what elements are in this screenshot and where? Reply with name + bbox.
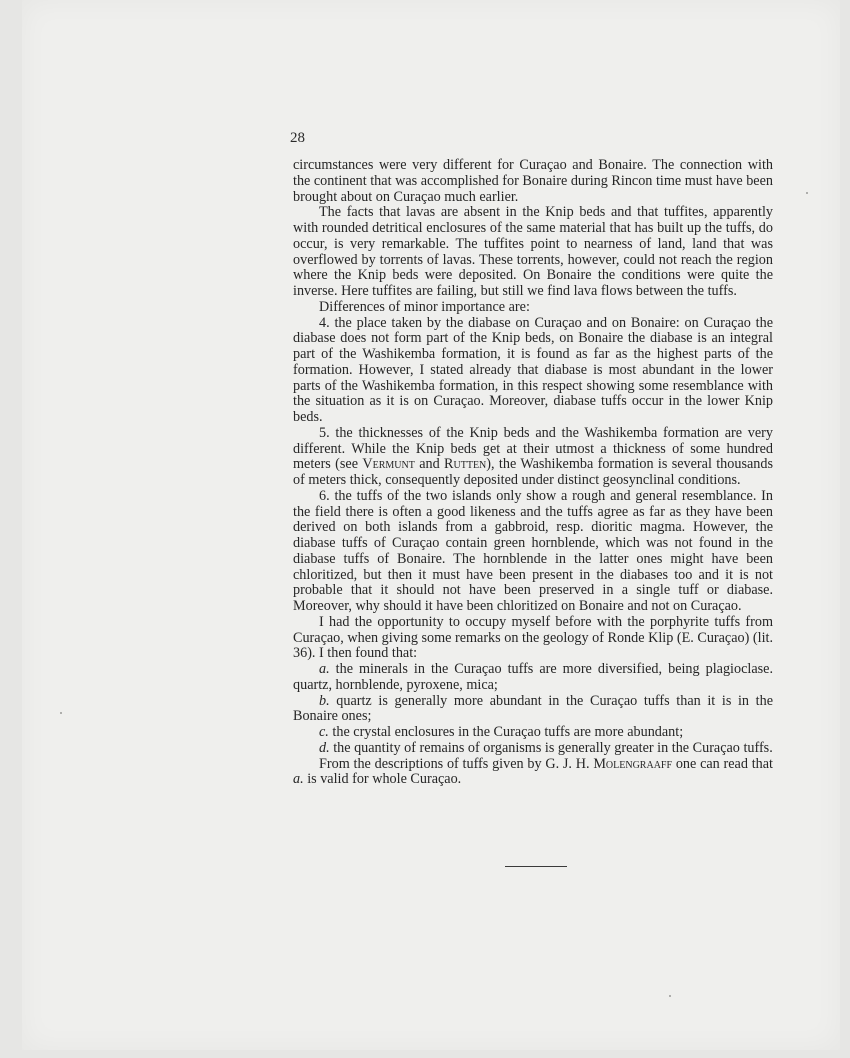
paragraph-p6 [293, 489, 773, 615]
paragraph-p9 [293, 694, 773, 726]
text-segment: 4. the place taken by the diabase on Curaçao and on Bonaire: on Curaçao the diabase does not form part of the Knip beds, on Bonaire the diabase is an integral part of the Washikemba formation, it is found as far as the highest parts of the formation. However, I stated already that diabase is most abundant in the lower parts of the Washikemba formation, in this respect showing some resemblance with the situation as it is on Curaçao. Moreover, diabase tuffs occur in the lower Knip beds. [293, 314, 773, 425]
paragraph-p2 [293, 205, 773, 300]
text-segment: 6. the tuffs of the two islands only show a rough and general resemblance. In the field there is often a good likeness and the tuffs agree as far as they have been derived on both islands from a gabbroid, resp. dioritic magma. However, the diabase tuffs of Curaçao contain green hornblende, which was not found in the diabase tuffs of Bonaire. The hornblende in the latter ones might have been chloritized, but then it must have been present in the diabases too and it is not probable that it should not have been preserved in a single tuff or diabase. Moreover, why should it have been chloritized on Bonaire and not on Curaçao. [293, 487, 773, 614]
paragraph-p11 [293, 741, 773, 757]
text-segment: The facts that lavas are absent in the Knip beds and that tuffites, apparently with rounded detritical enclosures of the same material that has built up the tuffs, do occur, is very remarkable. The tuffites point to nearness of land, land that was overflowed by torrents of lavas. These torrents, however, could not reach the region where the Knip beds were deposited. On Bonaire the conditions were quite the inverse. Here tuffites are failing, but still we find lava flows between the tuffs. [293, 204, 773, 299]
list-marker: b. [319, 692, 330, 709]
text-segment: 5. the thicknesses of the Knip beds and the Washikemba formation are very different. While the Knip beds get at their utmost a thickness of some hundred meters (see [293, 424, 773, 473]
list-marker: d. [319, 739, 330, 756]
author-name: Molengraaff [593, 755, 673, 772]
paragraph-p10 [293, 725, 773, 741]
paragraph-p5 [293, 426, 773, 489]
text-segment: one can read that [672, 755, 773, 772]
paragraph-p7 [293, 615, 773, 662]
text-segment: Differences of minor importance are: [319, 298, 530, 315]
text-segment: the quantity of remains of organisms is generally greater in the Curaçao tuffs. [329, 739, 773, 756]
text-segment: ), the Washikemba formation is several thousands of meters thick, consequently deposited under distinct geosynclinal conditions. [293, 456, 773, 488]
text-segment: and [414, 456, 445, 473]
paragraph-p4 [293, 316, 773, 426]
page-sheet [22, 0, 840, 1050]
list-marker: c. [319, 724, 329, 740]
text-segment: circumstances were very different for Curaçao and Bonaire. The connection with the continent that was accomplished for Bonaire during Rincon time must have been brought about on Curaçao much earlier. [293, 157, 773, 205]
paragraph-p12 [293, 757, 773, 789]
text-segment: is valid for whole Curaçao. [303, 771, 462, 788]
author-name: Vermunt [362, 456, 415, 473]
paper-speck [60, 712, 62, 714]
paragraph-p1 [293, 158, 773, 205]
list-marker: a. [319, 661, 330, 677]
text-segment: I had the opportunity to occupy myself before with the porphyrite tuffs from Curaçao, when giving some remarks on the geology of Ronde Klip (E. Curaçao) (lit. 36). I then found that: [293, 613, 773, 662]
text-segment: the crystal enclosures in the Curaçao tuffs are more abundant; [328, 724, 684, 740]
paper-speck [806, 192, 808, 194]
paragraph-p8 [293, 662, 773, 694]
paragraph-p3 [293, 300, 773, 316]
list-marker: a. [293, 771, 304, 788]
page-number: 28 [290, 130, 305, 146]
end-rule [505, 866, 567, 867]
body-text [293, 158, 773, 788]
text-segment: From the descriptions of tuffs given by G. J. H. [319, 755, 594, 772]
paper-speck [669, 995, 671, 997]
author-name: Rutten [444, 456, 487, 473]
text-segment: quartz is generally more abundant in the Curaçao tuffs than it is in the Bonaire ones; [293, 692, 773, 725]
text-segment: the minerals in the Curaçao tuffs are more diversified, being plagioclase. quartz, hornblende, pyroxene, mica; [293, 661, 773, 693]
